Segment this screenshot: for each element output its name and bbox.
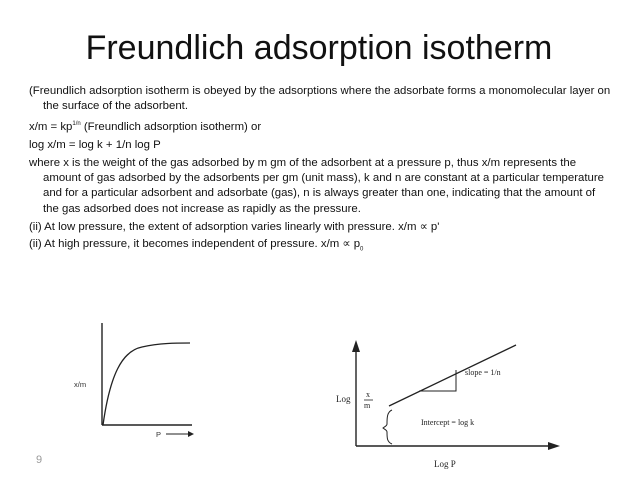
graph1-x-arrowhead [188, 431, 194, 437]
graph2-slope-triangle [419, 370, 456, 391]
graph-isotherm [64, 315, 204, 450]
high-pressure-text: (ii) At high pressure, it becomes independent of pressure. x/m ∝ p [29, 238, 361, 251]
graph1-curve [103, 343, 190, 425]
graph1-xlabel: P [156, 430, 162, 439]
graph1-ylabel: x/m [74, 380, 87, 389]
paragraph-low-pressure: (ii) At low pressure, the extent of adsorption varies linearly with pressure. x/m ∝ p' [29, 220, 440, 233]
paragraph-definition: (Freundlich adsorption isotherm is obeyed by the adsorptions where the adsorbate forms a monomolecular layer on the surface of the adsorbent. [29, 85, 611, 113]
equation-text: x/m = kp [29, 120, 73, 133]
exponent: 1/n [72, 121, 81, 128]
equation-note: (Freundlich adsorption isotherm) or [80, 120, 262, 133]
graph2-intercept-label: Intercept = log k [421, 418, 475, 427]
paragraph-log-equation: log x/m = log k + 1/n log P [29, 138, 161, 151]
graph2-ylabel-m: m [364, 401, 371, 410]
graph2-xlabel: Log P [434, 459, 456, 469]
graph2-intercept-brace [383, 410, 392, 444]
paragraph-explanation: where x is the weight of the gas adsorbed by m gm of the adsorbent at a pressure p, thus x/m represents the amount of gas adsorbed by the adsorbents per gm (unit mass), k and n are constant at a particular temperature and for a particular adsorbent and adsorbate (gas), n is always greater than one, indicating that the amount of the gas adsorbed does not increase as rapidly as the pressure. [29, 156, 604, 215]
graph2-slope-label: slope = 1/n [465, 368, 501, 377]
graph2-ylabel-log: Log [336, 394, 351, 404]
slide-title: Freundlich adsorption isotherm [85, 29, 553, 67]
graph2-ylabel-x: x [366, 390, 370, 399]
graph2-x-arrowhead [548, 442, 560, 450]
paragraph-equation [29, 117, 614, 135]
graph-log-isotherm [334, 338, 564, 473]
page-number: 9 [36, 454, 43, 466]
paragraph-high-pressure [29, 237, 614, 258]
slide-body [29, 84, 614, 261]
subscript: 0 [360, 246, 364, 253]
graph2-y-arrowhead [352, 340, 360, 352]
